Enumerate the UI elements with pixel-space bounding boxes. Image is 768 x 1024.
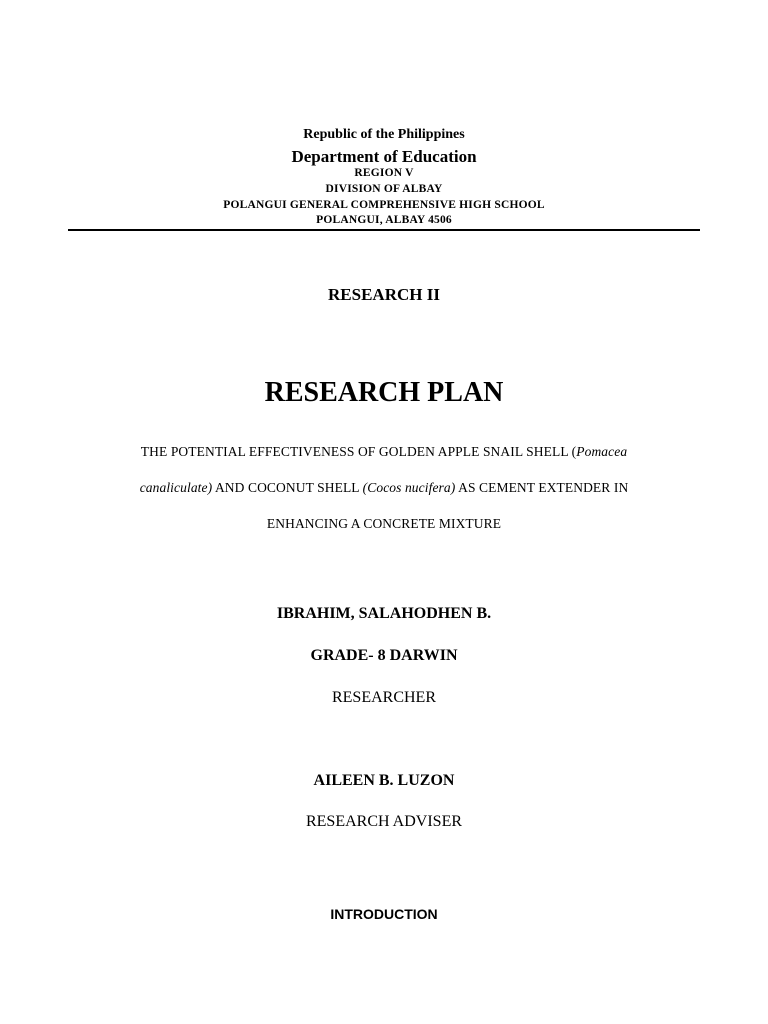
- course-label: RESEARCH II: [328, 285, 440, 304]
- department-name: Department of Education: [291, 147, 477, 166]
- study-title-line-2: [40, 480, 728, 496]
- scientific-name: (Cocos nucifera): [362, 480, 456, 495]
- study-title-text: THE POTENTIAL EFFECTIVENESS OF GOLDEN APPLE SNAIL SHELL (: [140, 444, 577, 459]
- republic-line: Republic of the Philippines: [303, 127, 465, 142]
- researcher-name: IBRAHIM, SALAHODHEN B.: [276, 605, 492, 622]
- adviser-role: RESEARCH ADVISER: [305, 813, 463, 830]
- study-title-line-1: [40, 444, 728, 460]
- researcher-role: RESEARCHER: [331, 689, 436, 706]
- region-line: REGION V: [354, 167, 414, 179]
- study-title-line-3: ENHANCING A CONCRETE MIXTURE: [266, 516, 502, 531]
- header-divider: [68, 229, 700, 231]
- scientific-name: Pomacea: [576, 444, 628, 459]
- study-title-text: AND COCONUT SHELL: [212, 480, 363, 495]
- school-name: POLANGUI GENERAL COMPREHENSIVE HIGH SCHOOL: [223, 199, 545, 211]
- school-address: POLANGUI, ALBAY 4506: [316, 214, 452, 226]
- document-title: RESEARCH PLAN: [264, 377, 504, 408]
- scientific-name: canaliculate): [139, 480, 213, 495]
- division-line: DIVISION OF ALBAY: [325, 183, 443, 195]
- section-heading: INTRODUCTION: [330, 906, 438, 922]
- researcher-grade: GRADE- 8 DARWIN: [310, 647, 458, 664]
- adviser-name: AILEEN B. LUZON: [313, 772, 455, 789]
- study-title-text: AS CEMENT EXTENDER IN: [455, 480, 629, 495]
